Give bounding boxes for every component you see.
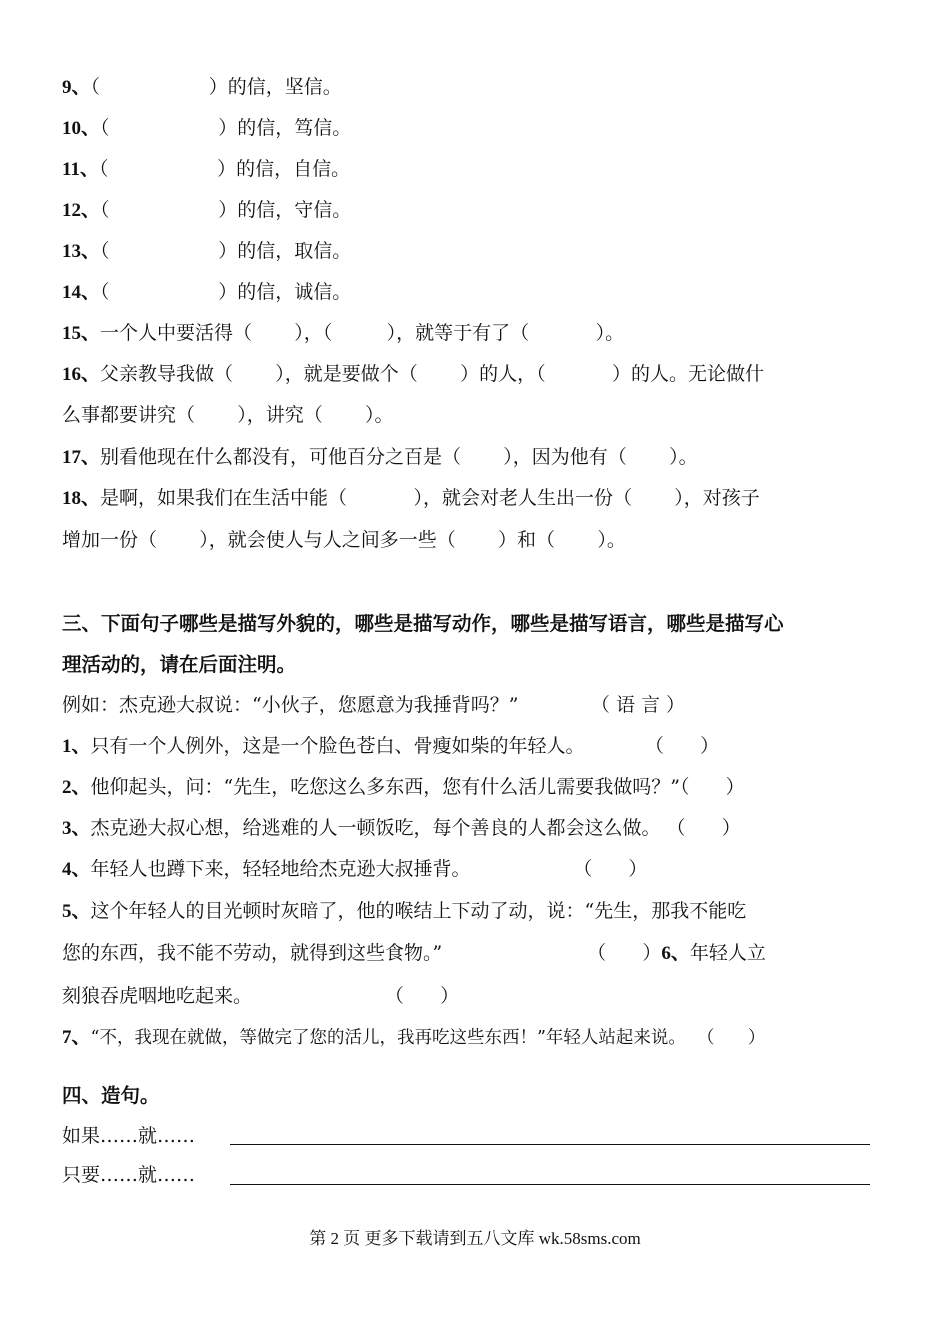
section3-item-7 bbox=[62, 1026, 886, 1050]
fill-item-18-cont bbox=[62, 528, 886, 553]
item-text: 只有一个人例外，这是一个脸色苍白、骨瘦如柴的年轻人。 （ ） bbox=[90, 735, 720, 757]
item-text: （ ）的信，诚信。 bbox=[100, 281, 352, 303]
page-footer: 第 2 页 更多下载请到五八文库 wk.58sms.com bbox=[309, 1229, 641, 1248]
item-number: 9、 bbox=[62, 77, 91, 98]
item-text: 您的东西，我不能不劳动，就得到这些食物。” （ ） bbox=[62, 942, 662, 964]
item-text: 刻狼吞虎咽地吃起来。 （ ） bbox=[62, 985, 460, 1007]
item-text: （ ）的信，守信。 bbox=[100, 199, 352, 221]
section4-heading: 四、造句。 bbox=[62, 1084, 160, 1107]
section3-heading-cont: 理活动的，请在后面注明。 bbox=[62, 653, 297, 676]
fill-item-18 bbox=[62, 486, 886, 511]
item-text: 别看他现在什么都没有，可他百分之百是（ ），因为他有（ ）。 bbox=[100, 446, 698, 468]
answer-line bbox=[230, 1144, 870, 1145]
section3-item-5-cont bbox=[62, 941, 886, 966]
item-number: 15、 bbox=[62, 323, 101, 344]
sentence-prompt-zhiyao: 只要……就…… bbox=[62, 1164, 196, 1186]
item-number: 2、 bbox=[62, 777, 91, 798]
item-text: （ ）的信，坚信。 bbox=[90, 76, 342, 98]
fill-item-12 bbox=[62, 198, 886, 223]
item-number: 3、 bbox=[62, 818, 91, 839]
item-number: 10、 bbox=[62, 118, 101, 139]
fill-item-10 bbox=[62, 116, 886, 141]
item-number: 17、 bbox=[62, 447, 101, 468]
item-text: 父亲教导我做（ ），就是要做个（ ）的人，（ ）的人。无论做什 bbox=[100, 363, 765, 385]
item-text: 他仰起头，问：“先生，吃您这么多东西，您有什么活儿需要我做吗？”（ ） bbox=[90, 776, 745, 798]
item-number: 12、 bbox=[62, 200, 101, 221]
section3-heading: 三、下面句子哪些是描写外貌的，哪些是描写动作，哪些是描写语言，哪些是描写心 bbox=[62, 612, 784, 635]
section3-item-2 bbox=[62, 775, 886, 800]
fill-item-16-cont bbox=[62, 403, 886, 428]
item-number: 18、 bbox=[62, 488, 101, 509]
section3-item-3 bbox=[62, 816, 886, 841]
fill-item-14 bbox=[62, 280, 886, 305]
item-text: 这个年轻人的目光顿时灰暗了，他的喉结上下动了动，说：“先生，那我不能吃 bbox=[90, 900, 747, 922]
answer-line bbox=[230, 1184, 870, 1185]
fill-item-13 bbox=[62, 239, 886, 264]
item-text: （ ）的信，自信。 bbox=[98, 158, 351, 180]
item-number: 11、 bbox=[62, 159, 99, 180]
item-text: 杰克逊大叔心想，给逃难的人一顿饭吃，每个善良的人都会这么做。 （ ） bbox=[90, 817, 741, 839]
item-number: 1、 bbox=[62, 736, 91, 757]
section3-item-1 bbox=[62, 734, 886, 759]
item-number: 4、 bbox=[62, 859, 91, 880]
fill-item-9 bbox=[62, 75, 886, 100]
item-text: 年轻人立 bbox=[689, 942, 766, 964]
section3-item-6-cont bbox=[62, 984, 886, 1009]
section3-example: 例如：杰克逊大叔说：“小伙子，您愿意为我捶背吗？” （ 语 言 ） bbox=[62, 694, 686, 716]
item-text: 一个人中要活得（ ），（ ），就等于有了（ ）。 bbox=[100, 322, 625, 344]
item-text: （ ）的信，笃信。 bbox=[100, 117, 352, 139]
fill-item-17 bbox=[62, 445, 886, 470]
item-number: 13、 bbox=[62, 241, 101, 262]
section3-item-4 bbox=[62, 857, 886, 882]
sentence-prompt-ruguo: 如果……就…… bbox=[62, 1125, 196, 1147]
item-number: 6、 bbox=[661, 943, 690, 964]
fill-item-15 bbox=[62, 321, 886, 346]
item-number: 14、 bbox=[62, 282, 101, 303]
item-number: 5、 bbox=[62, 901, 91, 922]
section3-item-5 bbox=[62, 899, 886, 924]
item-text: （ ）的信，取信。 bbox=[100, 240, 352, 262]
fill-item-11 bbox=[62, 157, 886, 182]
item-text: “不，我现在就做，等做完了您的活儿，我再吃这些东西！”年轻人站起来说。 （ ） bbox=[90, 1028, 766, 1048]
item-text: 增加一份（ ），就会使人与人之间多一些（ ）和（ ）。 bbox=[62, 529, 626, 551]
item-number: 16、 bbox=[62, 364, 101, 385]
fill-item-16 bbox=[62, 362, 886, 387]
item-text: 么事都要讲究（ ），讲究（ ）。 bbox=[62, 404, 394, 426]
item-text: 年轻人也蹲下来，轻轻地给杰克逊大叔捶背。 （ ） bbox=[90, 858, 648, 880]
item-text: 是啊，如果我们在生活中能（ ），就会对老人生出一份（ ），对孩子 bbox=[100, 487, 760, 509]
item-number: 7、 bbox=[62, 1027, 91, 1048]
